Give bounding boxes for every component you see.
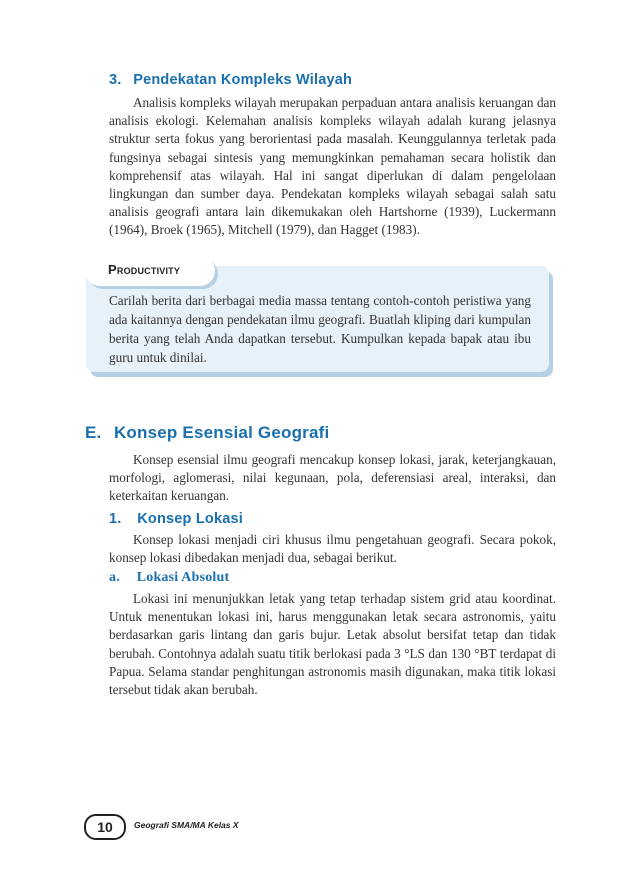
section-a-heading (109, 570, 229, 586)
section-1-heading (109, 511, 243, 527)
page-number: 10 (84, 814, 126, 840)
section-e-paragraph: Konsep esensial ilmu geografi mencakup konsep lokasi, jarak, keterjangkauan, morfologi, aglomerasi, nilai kegunaan, pola, deferensiasi areal, interaksi, dan keterkaitan keruangan. (109, 452, 556, 504)
section-1-number: 1. (109, 511, 122, 527)
section-a-paragraph: Lokasi ini menunjukkan letak yang tetap terhadap sistem grid atau koordinat. Untuk menentukan lokasi ini, harus menggunakan letak secara astronomis, yaitu berdasarkan garis lintang dan garis bujur. Letak absolut bersifat tetap dan tidak berubah. Contohnya adalah suatu titik berlokasi pada 3 °LS dan 130 °BT terdapat di Papua. Selama standar penghitungan astronomis masih digunakan, maka titik lokasi tersebut tidak akan berubah. (109, 591, 556, 698)
section-e-title: Konsep Esensial Geografi (113, 423, 330, 442)
section-3-title: Pendekatan Kompleks Wilayah (133, 72, 353, 88)
productivity-label: Productivity (108, 262, 181, 277)
section-1-paragraph: Konsep lokasi menjadi ciri khusus ilmu pengetahuan geografi. Secara pokok, konsep lokasi dibedakan menjadi dua, sebagai berikut. (109, 532, 556, 566)
section-1-title: Konsep Lokasi (137, 511, 243, 527)
section-3-heading (109, 72, 352, 88)
productivity-tab (85, 256, 215, 286)
section-3-paragraph: Analisis kompleks wilayah merupakan perpaduan antara analisis keruangan dan analisis ekologi. Kelemahan analisis kompleks wilayah adalah kurang jelasnya struktur serta fokus yang berorientasi pada masalah. Keunggulannya terletak pada fungsinya sebagai sintesis yang memungkinkan pemahaman secara holistik dan komprehensif atas wilayah. Hal ini sangat diperlukan di dalam pengelolaan lingkungan dan sumber daya. Pendekatan kompleks wilayah sebagai salah satu analisis geografi antara lain dikemukakan oleh Hartshorne (1939), Luckermann (1964), Broek (1965), Mitchell (1979), dan Hagget (1983). (109, 95, 556, 238)
productivity-text: Carilah berita dari berbagai media massa tentang contoh-contoh peristiwa yang ada kaitannya dengan pendekatan ilmu geografi. Buatlah kliping dari kumpulan berita yang telah Anda dapatkan tersebut. Kumpulkan kepada bapak atau ibu guru untuk dinilai. (109, 293, 531, 365)
section-a-number: a. (109, 570, 120, 585)
section-3-number: 3. (109, 72, 122, 88)
book-title: Geografi SMA/MA Kelas X (134, 820, 239, 830)
section-e-number: E. (85, 423, 102, 442)
section-e-heading (85, 423, 329, 443)
section-a-title: Lokasi Absolut (136, 570, 230, 585)
